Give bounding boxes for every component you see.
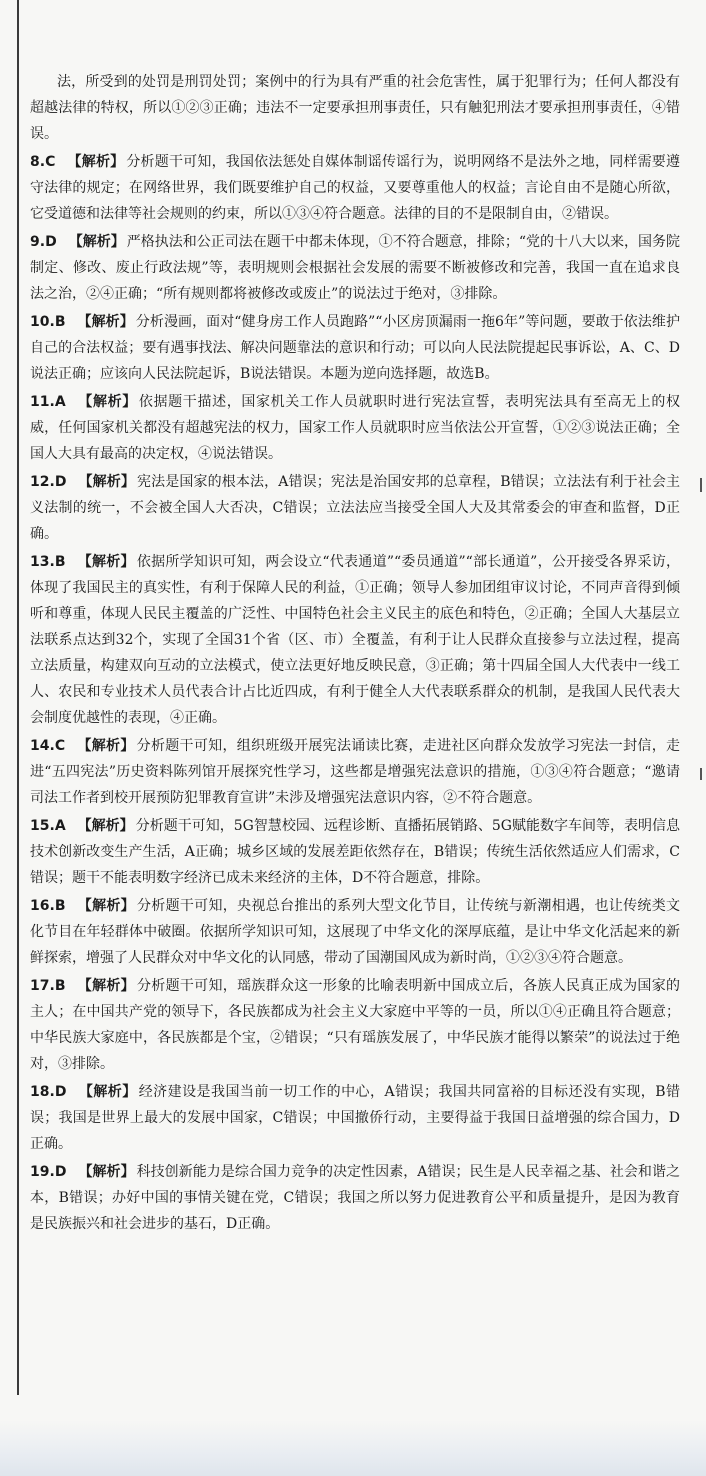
answer-item [30, 309, 680, 387]
left-margin-rule [17, 0, 19, 1395]
answer-item [30, 389, 680, 467]
question-number: 13. [30, 554, 55, 570]
question-number: 12. [30, 474, 55, 490]
answer-letter: D [54, 1164, 67, 1180]
answer-letter: B [54, 314, 66, 330]
question-number: 11. [30, 394, 55, 410]
answer-letter: D [45, 234, 57, 250]
question-number: 18. [30, 1084, 55, 1100]
answer-item [30, 229, 680, 307]
analysis-text: 宪法是国家的根本法，A错误；宪法是治国安邦的总章程，B错误；立法法有利于社会主义法制的统一，不会被全国人大否决，C错误；立法法应当接受全国人大及其常委会的审查和监督，D正确。 [30, 474, 680, 542]
answer-letter: C [45, 154, 56, 170]
right-edge-mark [700, 768, 702, 780]
analysis-tag: 【解析】 [78, 1164, 135, 1180]
answer-letter: D [54, 1084, 67, 1100]
answer-item [30, 549, 680, 731]
answer-letter: D [54, 474, 67, 490]
answer-letter: A [54, 394, 66, 410]
analysis-tag: 【解析】 [67, 154, 125, 170]
answer-item [30, 893, 680, 971]
analysis-text: 经济建设是我国当前一切工作的中心，A错误；我国共同富裕的目标还没有实现，B错误；我国是世界上最大的发展中国家，C错误；中国撤侨行动，主要得益于我国日益增强的综合国力，D正确。 [30, 1084, 680, 1152]
question-number: 19. [30, 1164, 55, 1180]
answer-item [30, 1159, 680, 1237]
analysis-text: 分析题干可知，瑶族群众这一形象的比喻表明新中国成立后，各族人民真正成为国家的主人；在中国共产党的领导下，各民族都成为社会主义大家庭中平等的一员，所以①④正确且符合题意；中华民族大家庭中，各民族都是个宝，②错误；“只有瑶族发展了，中华民族才能得以繁荣”的说法过于绝对，③排除。 [30, 978, 681, 1072]
right-edge-mark [700, 478, 702, 492]
answer-list [30, 149, 680, 1237]
answer-letter: B [54, 898, 66, 914]
analysis-tag: 【解析】 [77, 978, 135, 994]
analysis-tag: 【解析】 [68, 234, 125, 250]
answer-item [30, 1079, 680, 1157]
question-number: 15. [30, 818, 55, 834]
analysis-text: 严格执法和公正司法在题干中都未体现，①不符合题意，排除；“党的十八大以来，国务院制定、修改、废止行政法规”等，表明规则会根据社会发展的需要不断被修改和完善，我国一直在追求良法之治，②④正确；“所有规则都将被修改或废止”的说法过于绝对，③排除。 [30, 234, 681, 302]
analysis-tag: 【解析】 [78, 1084, 137, 1100]
analysis-text: 分析题干可知，组织班级开展宪法诵读比赛，走进社区向群众发放学习宪法一封信，走进“五四宪法”历史资料陈列馆开展探究性学习，这些都是增强宪法意识的措施，①③④符合题意；“邀请司法工作者到校开展预防犯罪教育宣讲”未涉及增强宪法意识内容，②不符合题意。 [30, 738, 681, 806]
analysis-tag: 【解析】 [77, 314, 134, 330]
scan-bottom-shadow [0, 1420, 706, 1476]
answer-letter: C [54, 738, 66, 754]
question-number: 10. [30, 314, 55, 330]
analysis-text: 科技创新能力是综合国力竞争的决定性因素，A错误；民生是人民幸福之基、社会和谐之本，B错误；办好中国的事情关键在党，C错误；我国之所以努力促进教育公平和质量提升，是因为教育是民族振兴和社会进步的基石，D正确。 [30, 1164, 681, 1232]
answer-letter: B [54, 554, 66, 570]
analysis-text: 分析题干可知，我国依法惩处自媒体制谣传谣行为，说明网络不是法外之地，同样需要遵守法律的规定；在网络世界，我们既要维护自己的权益，又要尊重他人的权益；言论自由不是随心所欲，它受道德和法律等社会规则的约束，所以①③④符合题意。法律的目的不是限制自由，②错误。 [30, 154, 681, 222]
question-number: 16. [30, 898, 55, 914]
analysis-text: 分析题干可知，央视总台推出的系列大型文化节目，让传统与新潮相遇，也让传统类文化节目在年轻群体中破圈。依据所学知识可知，这展现了中华文化的深厚底蕴，是让中华文化活起来的新鲜探索，增强了人民群众对中华文化的认同感，带动了国潮国风成为新时尚，①②③④符合题意。 [30, 898, 681, 966]
question-number: 8. [30, 154, 46, 170]
question-number: 9. [30, 234, 46, 250]
answer-item [30, 733, 680, 811]
answer-document [30, 69, 680, 1237]
analysis-tag: 【解析】 [77, 738, 135, 754]
question-number: 14. [30, 738, 55, 754]
answer-item [30, 973, 680, 1077]
answer-letter: B [54, 978, 66, 994]
analysis-tag: 【解析】 [77, 818, 134, 834]
analysis-text: 分析题干可知，5G智慧校园、远程诊断、直播拓展销路、5G赋能数字车间等，表明信息技术创新改变生产生活，A正确；城乡区域的发展差距依然存在，B错误；传统生活依然适应人们需求，C错误；题干不能表明数字经济已成未来经济的主体，D不符合题意，排除。 [30, 818, 681, 886]
answer-item [30, 469, 680, 547]
analysis-text: 依据所学知识可知，两会设立“代表通道”“委员通道”“部长通道”，公开接受各界采访，体现了我国民主的真实性，有利于保障人民的利益，①正确；领导人参加团组审议讨论，不同声音得到倾听和尊重，体现人民民主覆盖的广泛性、中国特色社会主义民主的底色和特色，②正确；全国人大基层立法联系点达到32个，实现了全国31个省（区、市）全覆盖，有利于让人民群众直接参与立法过程，提高立法质量，构建双向互动的立法模式，使立法更好地反映民意，③正确；第十四届全国人大代表中一线工人、农民和专业技术人员代表合计占比近四成，有利于健全人大代表联系群众的机制，是我国人民代表大会制度优越性的表现，④正确。 [30, 554, 681, 726]
analysis-tag: 【解析】 [77, 554, 135, 570]
question-number: 17. [30, 978, 55, 994]
answer-item [30, 149, 680, 227]
answer-item [30, 813, 680, 891]
analysis-text: 分析漫画，面对“健身房工作人员跑路”“小区房顶漏雨一拖6年”等问题，要敢于依法维护自己的合法权益；要有遇事找法、解决问题靠法的意识和行动；可以向人民法院提起民事诉讼，A、C、D说法正确；应该向人民法院起诉，B说法错误。本题为逆向选择题，故选B。 [30, 314, 680, 382]
answer-letter: A [54, 818, 66, 834]
intro-paragraph: 法，所受到的处罚是刑罚处罚；案例中的行为具有严重的社会危害性，属于犯罪行为；任何人都没有超越法律的特权，所以①②③正确；违法不一定要承担刑事责任，只有触犯刑法才要承担刑事责任，④错误。 [30, 74, 680, 142]
analysis-tag: 【解析】 [77, 394, 137, 410]
analysis-tag: 【解析】 [77, 898, 135, 914]
analysis-text: 依据题干描述，国家机关工作人员就职时进行宪法宣誓，表明宪法具有至高无上的权威，任何国家机关都没有超越宪法的权力，国家工作人员就职时应当依法公开宣誓，①②③说法正确；全国人大具有最高的决定权，④说法错误。 [30, 394, 681, 462]
analysis-tag: 【解析】 [78, 474, 136, 490]
